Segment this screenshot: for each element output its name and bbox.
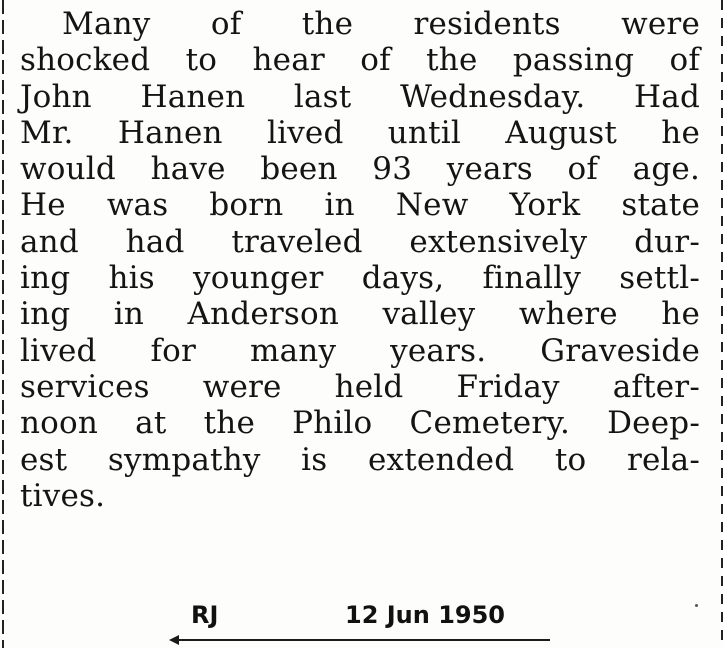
text-line: He was born in New York state	[20, 187, 700, 224]
text-line: ing his younger days, finally settl-	[20, 260, 700, 297]
text-line: and had traveled extensively dur-	[20, 223, 700, 260]
text-line: lived for many years. Graveside	[20, 332, 700, 369]
print-speck	[695, 604, 698, 607]
text-line: Mr. Hanen lived until August he	[20, 114, 700, 151]
text-line: ing in Anderson valley where he	[20, 296, 700, 333]
clipping-left-edge	[2, 0, 4, 648]
source-initials: RJ	[191, 601, 219, 629]
publication-date: 12 Jun 1950	[345, 601, 506, 629]
source-annotation	[175, 597, 695, 637]
text-line: noon at the Philo Cemetery. Deep-	[20, 405, 700, 442]
text-line: est sympathy is extended to rela-	[20, 441, 700, 478]
text-line: would have been 93 years of age.	[20, 151, 700, 188]
text-line: Many of the residents were	[62, 6, 700, 42]
text-line: shocked to hear of the passing of	[20, 42, 700, 79]
clipping-right-edge	[721, 0, 723, 648]
text-line: tives.	[20, 477, 106, 514]
text-line: John Hanen last Wednesday. Had	[20, 78, 700, 115]
text-line: services were held Friday after-	[20, 368, 700, 405]
obituary-text	[20, 6, 700, 514]
underline-arrow	[175, 639, 550, 641]
